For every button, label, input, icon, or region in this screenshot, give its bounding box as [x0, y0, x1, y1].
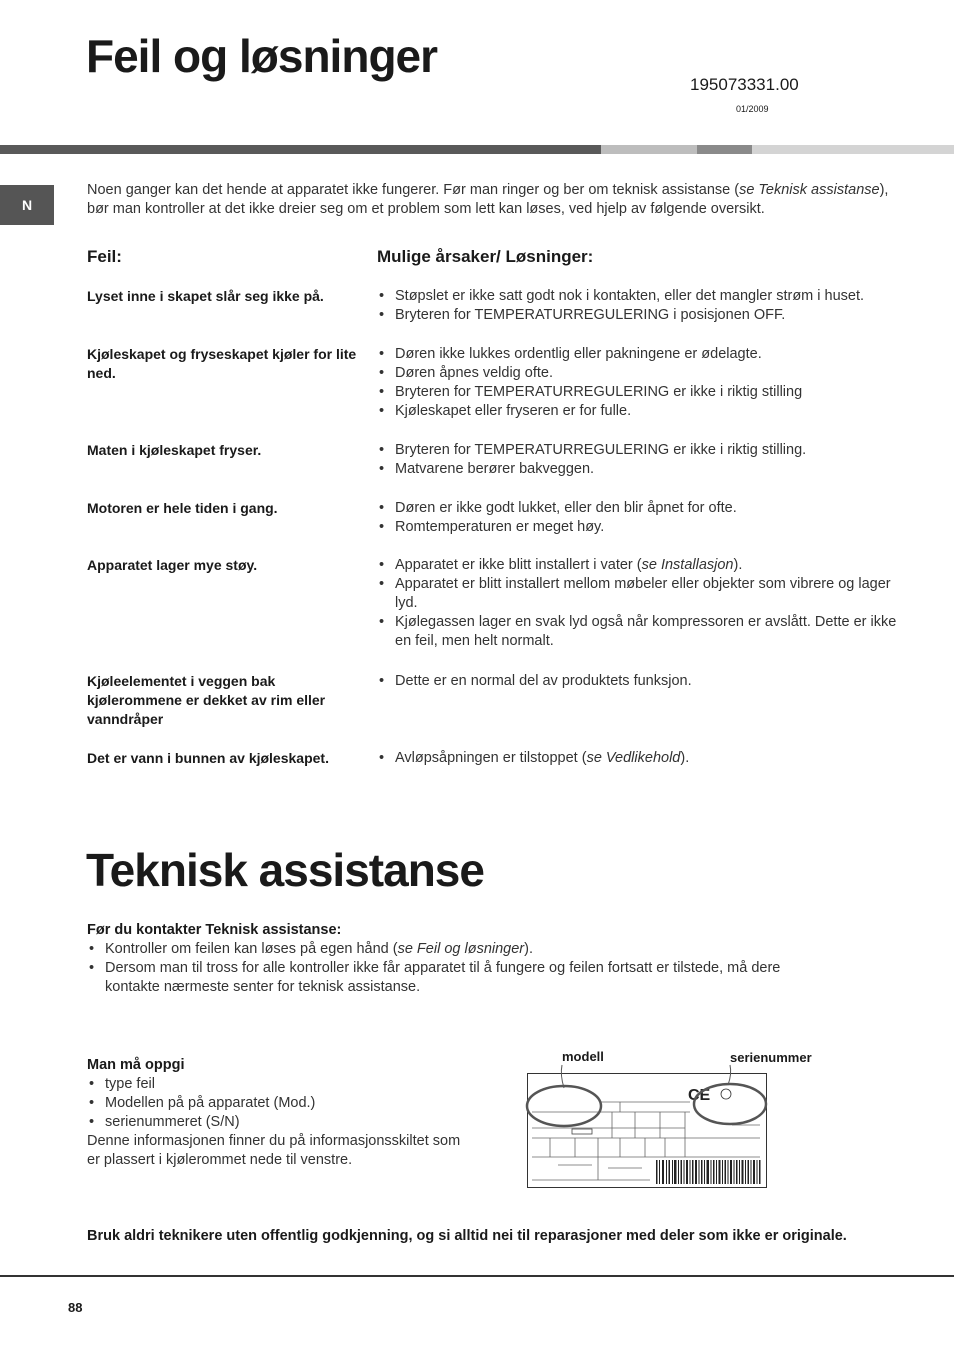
cause-text: Apparatet er ikke blitt installert i vater (: [395, 557, 642, 573]
causes-list: [377, 672, 897, 691]
header-bar-dark: [0, 145, 601, 154]
model-label: modell: [562, 1049, 604, 1064]
causes-list: [377, 441, 897, 479]
header-bar-dark-2: [697, 145, 752, 154]
provide-list: [87, 1075, 467, 1132]
check-text: Kontroller om feilen kan løses på egen hånd (: [105, 941, 398, 957]
fault-item: Lyset inne i skapet slår seg ikke på.: [87, 288, 324, 304]
footer-rule: [0, 1275, 954, 1277]
contact-item: • Dersom man til tross for alle kontroller ikke får apparatet til å fungere og feilen fortsatt er tilstede, må dere kontakte nærmeste senter for teknisk assistanse.: [87, 959, 827, 997]
fault-item: Motoren er hele tiden i gang.: [87, 500, 278, 516]
before-contact-list: [87, 940, 827, 997]
cause-item: • Dette er en normal del av produktets funksjon.: [377, 672, 897, 691]
before-contact-heading: Før du kontakter Teknisk assistanse:: [87, 922, 342, 938]
cause-item: • Kjøleskapet eller fryseren er for fulle.: [377, 402, 897, 421]
cause-item: • Bryteren for TEMPERATURREGULERING i posisjonen OFF.: [377, 306, 897, 325]
causes-list: [377, 749, 897, 768]
document-date: 01/2009: [736, 104, 769, 114]
intro-reference: se Teknisk assistanse: [739, 182, 880, 198]
cause-reference: se Installasjon: [641, 557, 734, 573]
before-contact-section: [87, 921, 827, 997]
cause-text: ).: [680, 750, 690, 766]
fault-item: Kjøleskapet og fryseskapet kjøler for lite ned.: [87, 346, 357, 381]
cause-item: • Matvarene berører bakveggen.: [377, 460, 897, 479]
cause-text: Avløpsåpningen er tilstoppet (: [395, 750, 587, 766]
cause-item: • Døren åpnes veldig ofte.: [377, 364, 897, 383]
header-bar-mid: [601, 145, 697, 154]
fault-item: Kjøleelementet i veggen bak kjølerommene er dekket av rim eller vanndråper: [87, 673, 326, 727]
cause-text: ).: [733, 557, 743, 573]
intro-text-2: ), bør man kontroller at det ikke dreier seg om et problem som lett kan løses, ved hjelp av følgende oversikt.: [87, 182, 889, 217]
cause-item: • Støpslet er ikke satt godt nok i kontakten, eller det mangler strøm i huset.: [377, 287, 897, 306]
provide-heading: Man må oppgi: [87, 1057, 185, 1073]
page-number: 88: [68, 1300, 83, 1315]
fault-column-header: Feil:: [87, 247, 122, 266]
warning-note: Bruk aldri teknikere uten offentlig godkjenning, og si alltid nei til reparasjoner med deler som ikke er originale.: [87, 1228, 847, 1244]
cause-item: • Døren er ikke godt lukket, eller den blir åpnet for ofte.: [377, 499, 897, 518]
intro-text-1: Noen ganger kan det hende at apparatet ikke fungerer. Før man ringer og ber om teknisk assistanse (: [87, 182, 740, 198]
ce-mark-icon: CE: [688, 1087, 711, 1104]
causes-list: [377, 556, 897, 651]
causes-column-header: Mulige årsaker/ Løsninger:: [377, 247, 594, 266]
causes-list: [377, 287, 897, 325]
fault-item: Det er vann i bunnen av kjøleskapet.: [87, 750, 329, 766]
cause-reference: se Vedlikehold: [586, 750, 681, 766]
cause-item: [377, 556, 897, 575]
language-tab: N: [0, 185, 54, 225]
causes-list: [377, 345, 897, 421]
provide-item: • type feil: [87, 1075, 467, 1094]
cause-item: • Romtemperaturen er meget høy.: [377, 518, 897, 537]
check-item: [87, 940, 827, 959]
check-text: ).: [524, 941, 533, 957]
serial-label: serienummer: [730, 1050, 812, 1065]
causes-list: [377, 499, 897, 537]
cause-item: [377, 749, 897, 768]
fault-item: Maten i kjøleskapet fryser.: [87, 442, 262, 458]
cause-item: • Døren ikke lukkes ordentlig eller pakningene er ødelagte.: [377, 345, 897, 364]
header-bar-light: [752, 145, 954, 154]
rating-plate-illustration: [520, 1060, 780, 1195]
cause-item: • Kjølegassen lager en svak lyd også når kompressoren er avslått. Dette er ikke en feil, men helt normalt.: [377, 613, 897, 651]
intro-paragraph: [87, 181, 907, 219]
provide-item: • Modellen på på apparatet (Mod.): [87, 1094, 467, 1113]
cause-item: • Bryteren for TEMPERATURREGULERING er ikke i riktig stilling.: [377, 441, 897, 460]
provide-item: • serienummeret (S/N): [87, 1113, 467, 1132]
page-title: Feil og løsninger: [86, 30, 438, 82]
check-reference: se Feil og løsninger: [397, 941, 525, 957]
document-number: 195073331.00: [690, 75, 799, 94]
cause-item: • Apparatet er blitt installert mellom møbeler eller objekter som vibrere og lager lyd.: [377, 575, 897, 613]
section-title: Teknisk assistanse: [86, 844, 484, 896]
info-location-text: Denne informasjonen finner du på informasjonsskiltet som er plassert i kjølerommet nede til venstre.: [87, 1133, 461, 1168]
provide-info-section: [87, 1056, 467, 1170]
fault-item: Apparatet lager mye støy.: [87, 557, 258, 573]
cause-item: • Bryteren for TEMPERATURREGULERING er ikke i riktig stilling: [377, 383, 897, 402]
